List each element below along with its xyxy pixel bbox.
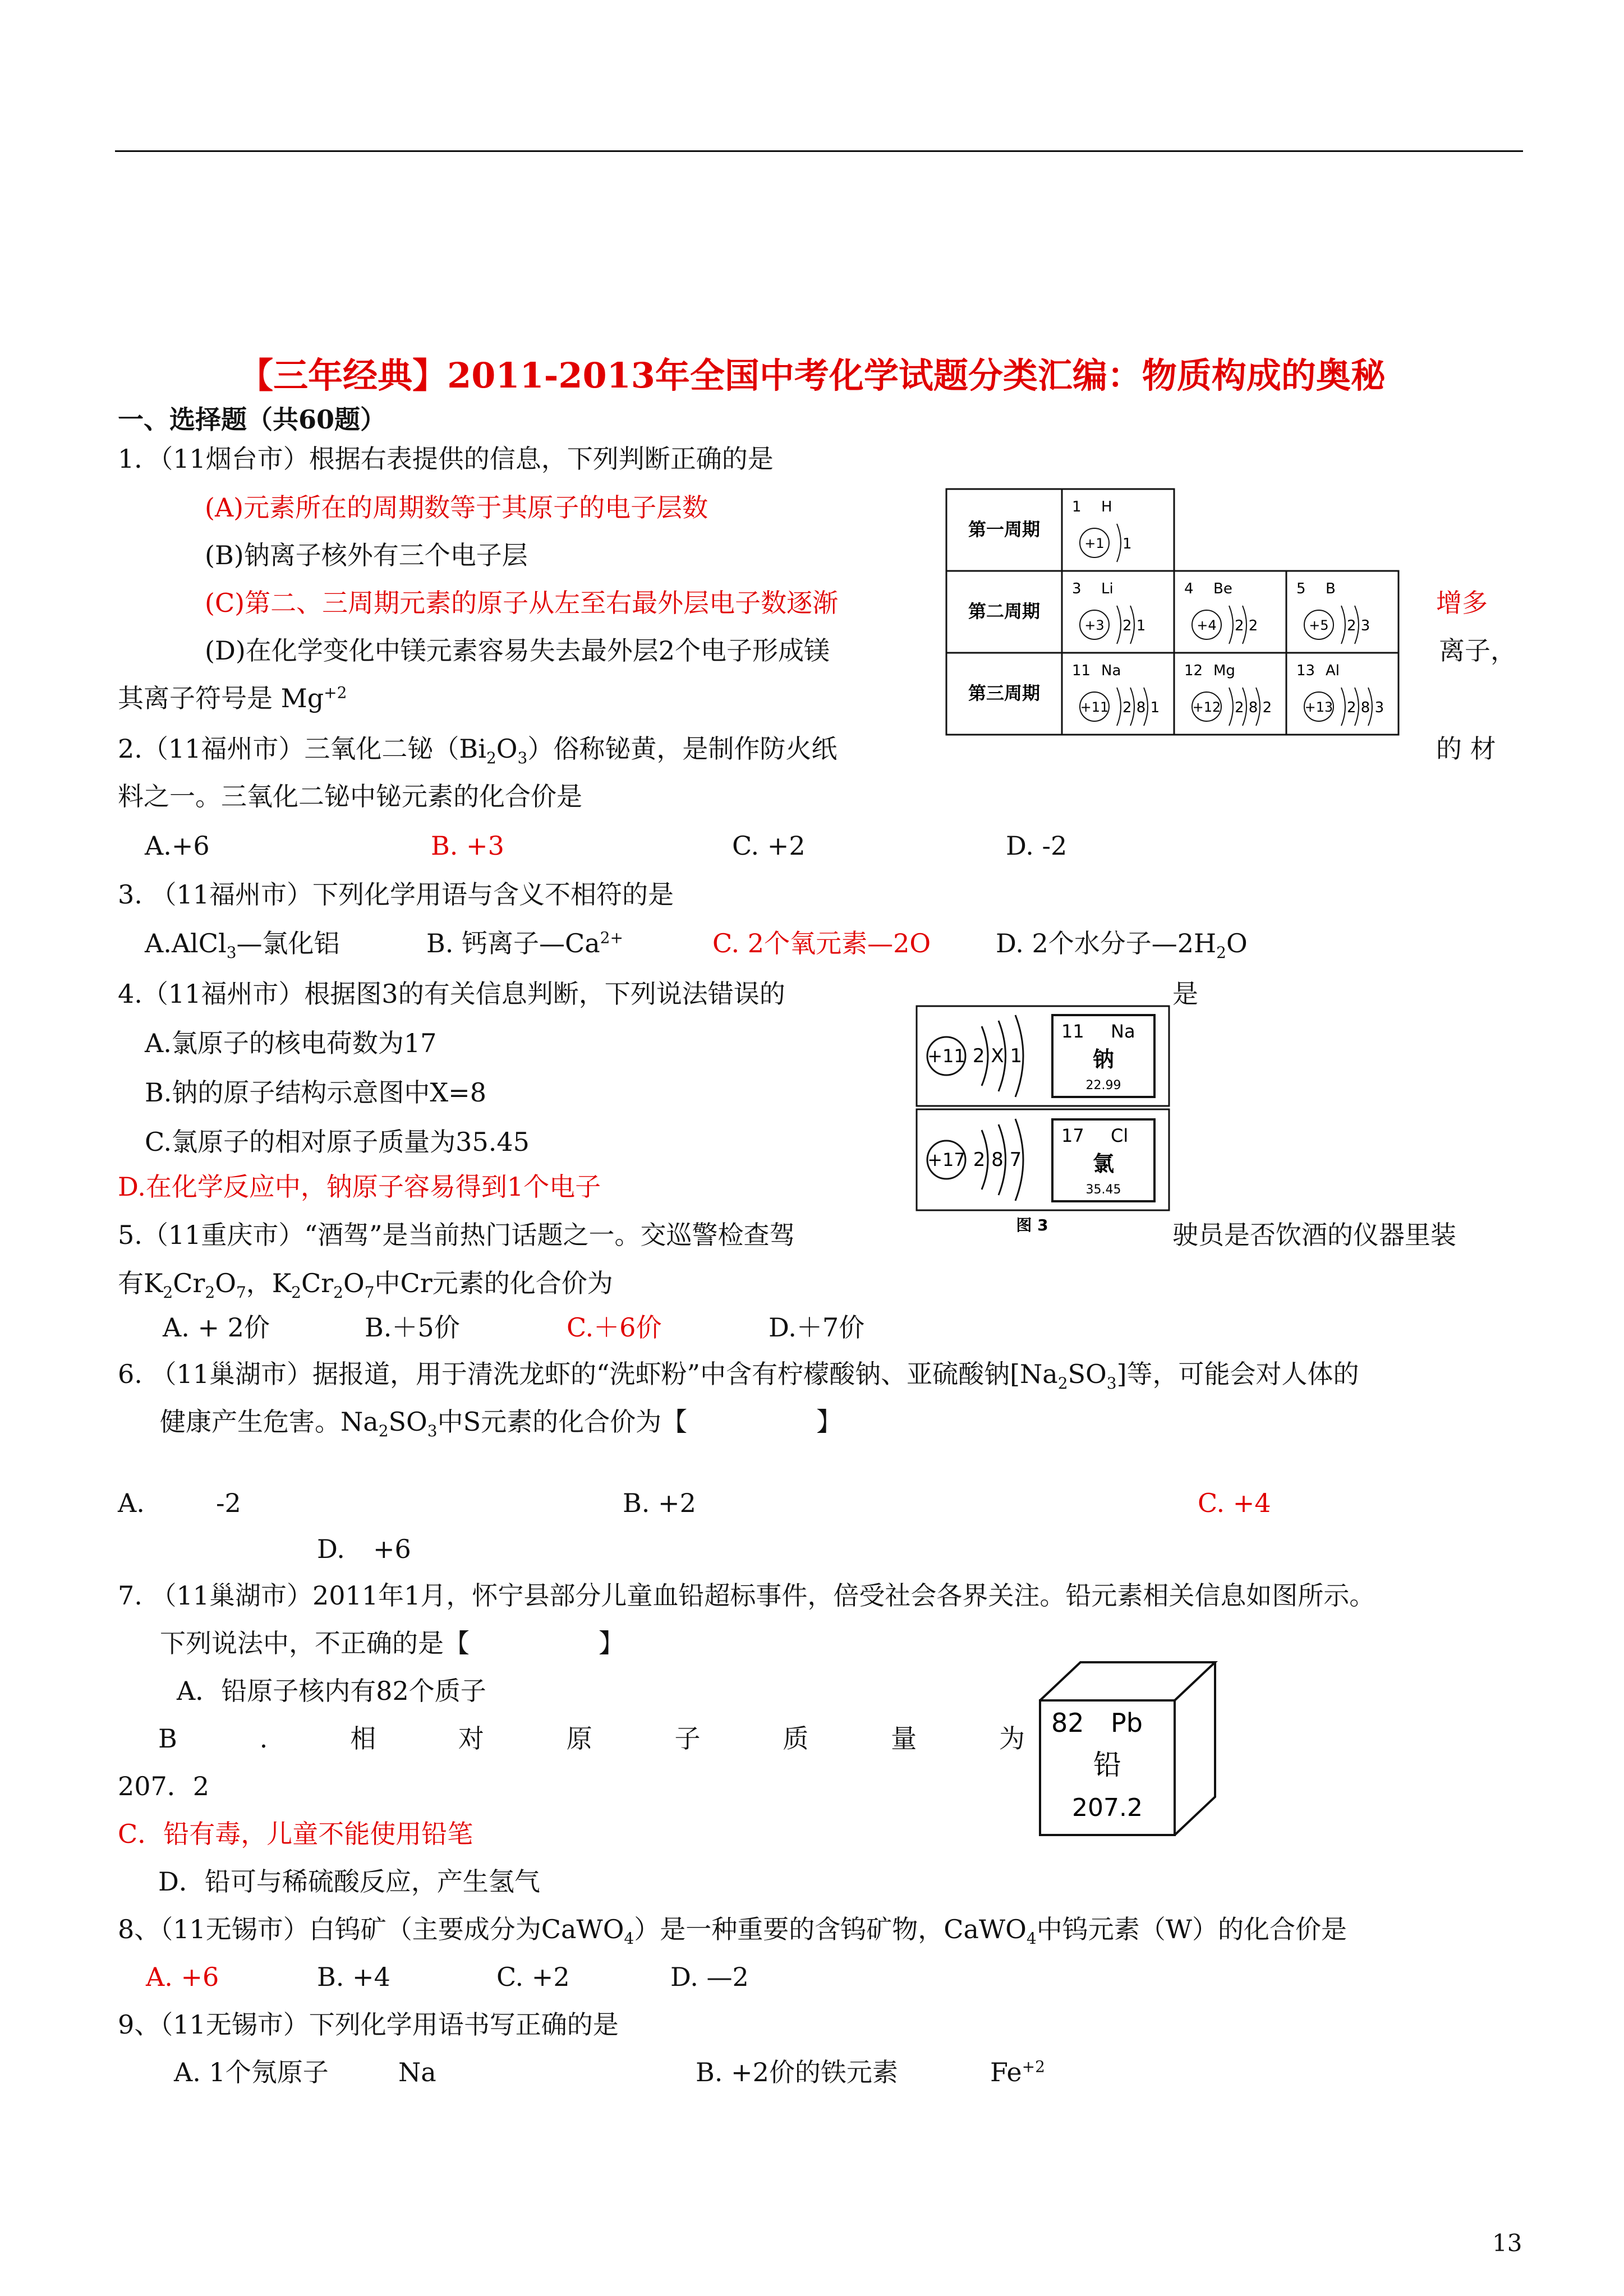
nucleus-charge: +5 <box>1309 617 1329 633</box>
electron-shells: 2 8 3 <box>1347 699 1384 716</box>
q7-option-b-line2: 207．2 <box>118 1771 210 1801</box>
cl-name: 氯 <box>1092 1151 1115 1176</box>
element-symbol: Na <box>1101 662 1121 679</box>
q1-option-c: (C)第二、三周期元素的原子从左至右最外层电子数逐渐 <box>205 588 839 618</box>
cl-mass: 35.45 <box>1085 1183 1121 1197</box>
nucleus-charge: +12 <box>1192 699 1221 715</box>
q6-option-c: C. +4 <box>1198 1488 1271 1518</box>
period-3-label: 第三周期 <box>968 683 1041 704</box>
electron-shell-arc <box>1117 606 1121 644</box>
element-cell-mg <box>1184 662 1272 726</box>
q1-option-d-line2: 其离子符号是 $Mg^{+2}$ <box>118 683 347 713</box>
q9-option-b: B. +2价的铁元素 <box>696 2057 898 2087</box>
q2-option-d: D. -2 <box>1006 831 1068 861</box>
q9-option-a: A. 1个氖原子 <box>174 2057 329 2087</box>
electron-shells: 2 1 <box>1122 617 1146 634</box>
pb-name: 铅 <box>1093 1749 1121 1781</box>
na-name: 钠 <box>1092 1047 1115 1072</box>
period-1-label: 第一周期 <box>968 519 1041 540</box>
na-symbol: Na <box>1111 1021 1135 1042</box>
q8-option-d: D. —2 <box>670 1962 749 1992</box>
q2-stem: 2.（11福州市）三氧化二铋$(Bi_2O_3)$俗称铋黄，是制作防火纸 <box>118 734 838 768</box>
na-atomic-number: 11 <box>1061 1021 1084 1042</box>
q9-option-b-value: $Fe^{+2}$ <box>990 2057 1045 2087</box>
electron-shells: 1 <box>1122 536 1132 552</box>
q6-stem: 6. （11巢湖市）据报道，用于清洗龙虾的“洗虾粉”中含有柠檬酸钠、亚硫酸钠$[Na_2SO_3]$等，可能会对人体的 <box>118 1359 1359 1393</box>
element-symbol: H <box>1101 499 1112 515</box>
cl-electron-shells: 2 8 7 <box>973 1149 1022 1171</box>
q5-stem: 5.（11重庆市）“酒驾”是当前热门话题之一。交巡警检查驾 <box>118 1220 795 1250</box>
q9-stem: 9、（11无锡市）下列化学用语书写正确的是 <box>118 2009 619 2040</box>
na-nucleus-charge: +11 <box>927 1045 965 1067</box>
q3-option-a: A.AlCl$_3$—氯化铝 <box>145 928 340 962</box>
electron-shells: 2 3 <box>1347 617 1370 634</box>
element-number: 1 <box>1072 499 1082 515</box>
q3-stem: 3. （11福州市）下列化学用语与含义不相符的是 <box>118 879 674 910</box>
q4-stem-end: 是 <box>1172 979 1198 1009</box>
q7-option-b: B . 相 对 原 子 质 量 为 <box>158 1723 1025 1754</box>
q2-stem-line2: 料之一。三氧化二铋中铋元素的化合价是 <box>118 781 582 812</box>
q8-option-b: B. +4 <box>317 1962 390 1992</box>
electron-shells: 2 8 1 <box>1122 699 1160 716</box>
element-number: 11 <box>1072 662 1091 679</box>
element-cell-al <box>1296 662 1384 726</box>
nucleus-charge: +3 <box>1084 617 1105 633</box>
q1-option-b: (B)钠离子核外有三个电子层 <box>205 540 528 570</box>
pb-atomic-number: 82 <box>1051 1708 1084 1738</box>
element-number: 13 <box>1296 662 1315 679</box>
q7-option-d: D．铅可与稀硫酸反应，产生氢气 <box>158 1866 540 1897</box>
q3-option-b: B. 钙离子$—Ca^{2+}$ <box>426 928 623 958</box>
q9-option-a-value: Na <box>398 2057 436 2087</box>
element-cell-li <box>1072 580 1145 644</box>
element-cell-h <box>1072 499 1132 562</box>
element-number: 4 <box>1184 580 1194 597</box>
figure-3-caption: 图 3 <box>1016 1216 1048 1234</box>
element-number: 12 <box>1184 662 1203 679</box>
cl-symbol: Cl <box>1111 1125 1129 1146</box>
pb-atomic-mass: 207.2 <box>1072 1794 1143 1822</box>
q4-option-b: B.钠的原子结构示意图中X=8 <box>145 1077 486 1108</box>
q5-option-c: C.＋6价 <box>567 1312 662 1343</box>
electron-shell-arc <box>1117 688 1121 726</box>
page-title: 【三年经典】2011-2013年全国中考化学试题分类汇编：物质构成的奥秘 <box>238 355 1386 396</box>
page-number: 13 <box>1492 2229 1522 2257</box>
electron-shells: 2 8 2 <box>1235 699 1272 716</box>
q6-option-b: B. +2 <box>623 1488 696 1518</box>
q2-option-a: A.+6 <box>145 831 210 861</box>
element-number: 5 <box>1296 580 1306 597</box>
electron-shell-arc <box>1341 688 1345 726</box>
q8-option-c: C. +2 <box>496 1962 570 1992</box>
q2-option-b: B. +3 <box>431 831 504 861</box>
element-symbol: Li <box>1101 580 1114 597</box>
q6-option-d-value: +6 <box>373 1534 411 1564</box>
electron-shell-arc <box>1341 606 1345 644</box>
q2-option-c: C. +2 <box>732 831 806 861</box>
element-cell-b <box>1296 580 1370 644</box>
header-rule <box>115 150 1523 152</box>
q1-stem: 1．（11烟台市）根据右表提供的信息，下列判断正确的是 <box>118 444 774 474</box>
periodic-table-figure <box>945 488 1405 740</box>
q5-stem-line2: 有$K_2Cr_2O_7$，$K_2Cr_2O_7$中Cr元素的化合价为 <box>118 1268 613 1302</box>
q5-stem-end: 驶员是否饮酒的仪器里装 <box>1172 1220 1456 1250</box>
q6-option-a: A. <box>118 1488 145 1518</box>
q4-option-a: A.氯原子的核电荷数为17 <box>145 1028 437 1058</box>
electron-shell-arc <box>1229 606 1233 644</box>
q6-option-a-value: -2 <box>216 1488 241 1518</box>
na-electron-shells: 2 X 1 <box>972 1045 1023 1067</box>
cl-nucleus-charge: +17 <box>927 1149 965 1170</box>
q4-stem: 4.（11福州市）根据图3的有关信息判断，下列说法错误的 <box>118 979 785 1009</box>
q5-option-d: D.＋7价 <box>769 1312 865 1343</box>
nucleus-charge: +1 <box>1084 536 1105 551</box>
q3-option-c: C. 2个氧元素—2O <box>712 928 931 958</box>
element-cell-be <box>1184 580 1258 644</box>
section-heading: 一、选择题（共60题） <box>118 404 387 435</box>
q7-option-a: A．铅原子核内有82个质子 <box>177 1676 486 1706</box>
q8-stem: 8、（11无锡市）白钨矿（主要成分为CaWO$_4$）是一种重要的含钨矿物，CaWO$_4$中钨元素（W）的化合价是 <box>118 1914 1347 1948</box>
q1-option-d: (D)在化学变化中镁元素容易失去最外层2个电子形成镁 <box>205 635 830 666</box>
cl-atomic-number: 17 <box>1061 1125 1084 1146</box>
electron-shells: 2 2 <box>1235 617 1258 634</box>
nucleus-charge: +4 <box>1197 617 1217 633</box>
q6-option-d: D. <box>317 1534 345 1564</box>
element-symbol: Al <box>1326 662 1340 679</box>
period-2-label: 第二周期 <box>968 601 1041 622</box>
electron-shell-arc <box>1229 688 1233 726</box>
nucleus-charge: +13 <box>1304 699 1333 715</box>
q7-option-c: C．铅有毒，儿童不能使用铅笔 <box>118 1819 473 1849</box>
q8-option-a: A. +6 <box>146 1962 219 1992</box>
q7-stem: 7. （11巢湖市）2011年1月，怀宁县部分儿童血铅超标事件，倍受社会各界关注。铅元素相关信息如图所示。 <box>118 1580 1375 1611</box>
q1-option-a: (A)元素所在的周期数等于其原子的电子层数 <box>205 492 709 523</box>
na-mass: 22.99 <box>1085 1078 1121 1092</box>
q7-stem-line2: 下列说法中，不正确的是【 】 <box>160 1628 624 1658</box>
q6-stem-line2: 健康产生危害。$Na_2SO_3$中S元素的化合价为【 】 <box>160 1407 843 1441</box>
pb-symbol: Pb <box>1111 1708 1143 1738</box>
q4-option-d: D.在化学反应中，钠原子容易得到1个电子 <box>118 1172 601 1202</box>
q4-option-c: C.氯原子的相对原子质量为35.45 <box>145 1127 530 1157</box>
element-number: 3 <box>1072 580 1082 597</box>
q5-option-a: A. + 2价 <box>163 1312 270 1343</box>
q3-option-d: D. 2个水分子$—2H_2O$ <box>996 928 1248 962</box>
q2-stem-end: 的 材 <box>1436 734 1496 764</box>
element-symbol: Be <box>1213 580 1232 597</box>
figure-3-atom-diagrams <box>914 1004 1172 1239</box>
electron-shell-arc <box>1117 524 1121 562</box>
q5-option-b: B.＋5价 <box>365 1312 460 1343</box>
element-cells <box>1072 499 1384 726</box>
lead-element-box <box>1038 1660 1223 1839</box>
q1-option-d-end: 离子， <box>1439 635 1516 666</box>
element-symbol: Mg <box>1213 662 1235 679</box>
nucleus-charge: +11 <box>1080 699 1109 715</box>
q1-option-c-end: 增多 <box>1436 588 1488 618</box>
element-cell-na <box>1072 662 1160 726</box>
element-symbol: B <box>1326 580 1336 597</box>
